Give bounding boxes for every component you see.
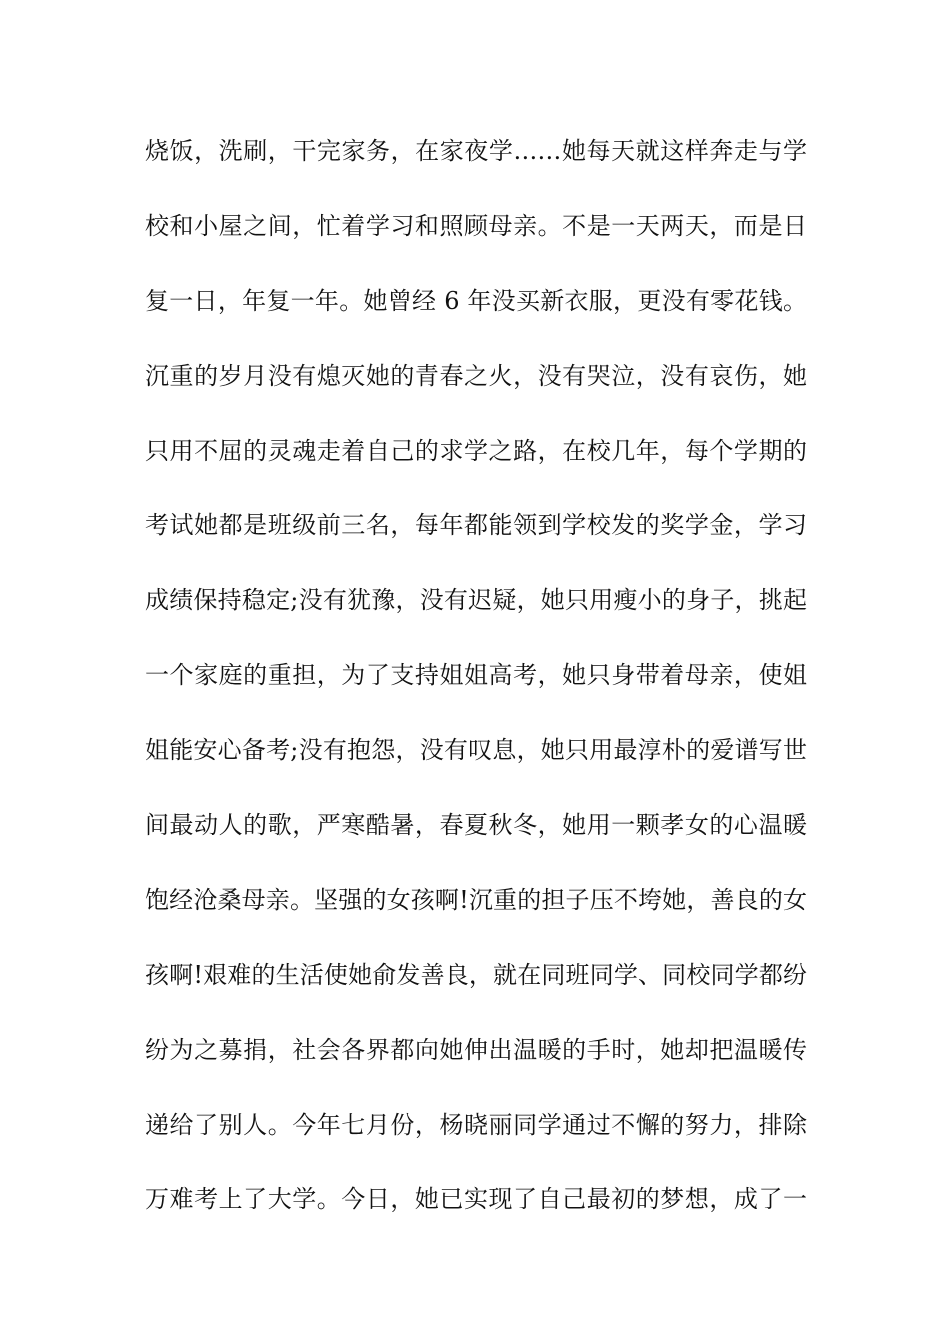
text-line-11: 饱经沧桑母亲。坚强的女孩啊!沉重的担子压不垮她，善良的女 (145, 885, 807, 914)
text-line-8: 一个家庭的重担，为了支持姐姐高考，她只身带着母亲，使姐 (145, 661, 807, 690)
text-line-9: 姐能安心备考;没有抱怨，没有叹息，她只用最淳朴的爱谱写世 (145, 736, 807, 765)
body-text (145, 128, 807, 1251)
text-line-7: 成绩保持稳定;没有犹豫，没有迟疑，她只用瘦小的身子，挑起 (145, 586, 807, 615)
text-line-15: 万难考上了大学。今日，她已实现了自己最初的梦想，成了一 (145, 1185, 807, 1214)
text-line-10: 间最动人的歌，严寒酷暑，春夏秋冬，她用一颗孝女的心温暖 (145, 811, 807, 840)
text-line-12: 孩啊!艰难的生活使她俞发善良，就在同班同学、同校同学都纷 (145, 960, 807, 989)
text-line-14: 递给了别人。今年七月份，杨晓丽同学通过不懈的努力，排除 (145, 1110, 807, 1139)
text-line-2: 校和小屋之间，忙着学习和照顾母亲。不是一天两天，而是日 (145, 211, 807, 240)
text-line-3: 复一日，年复一年。她曾经 6 年没买新衣服，更没有零花钱。 (145, 286, 807, 315)
text-line-13: 纷为之募捐，社会各界都向她伸出温暖的手时，她却把温暖传 (145, 1035, 807, 1064)
text-line-4: 沉重的岁月没有熄灭她的青春之火，没有哭泣，没有哀伤，她 (145, 361, 807, 390)
text-line-5: 只用不屈的灵魂走着自己的求学之路，在校几年，每个学期的 (145, 436, 807, 465)
text-line-6: 考试她都是班级前三名，每年都能领到学校发的奖学金，学习 (145, 511, 807, 540)
text-line-1: 烧饭，洗刷，干完家务，在家夜学……她每天就这样奔走与学 (145, 137, 807, 165)
